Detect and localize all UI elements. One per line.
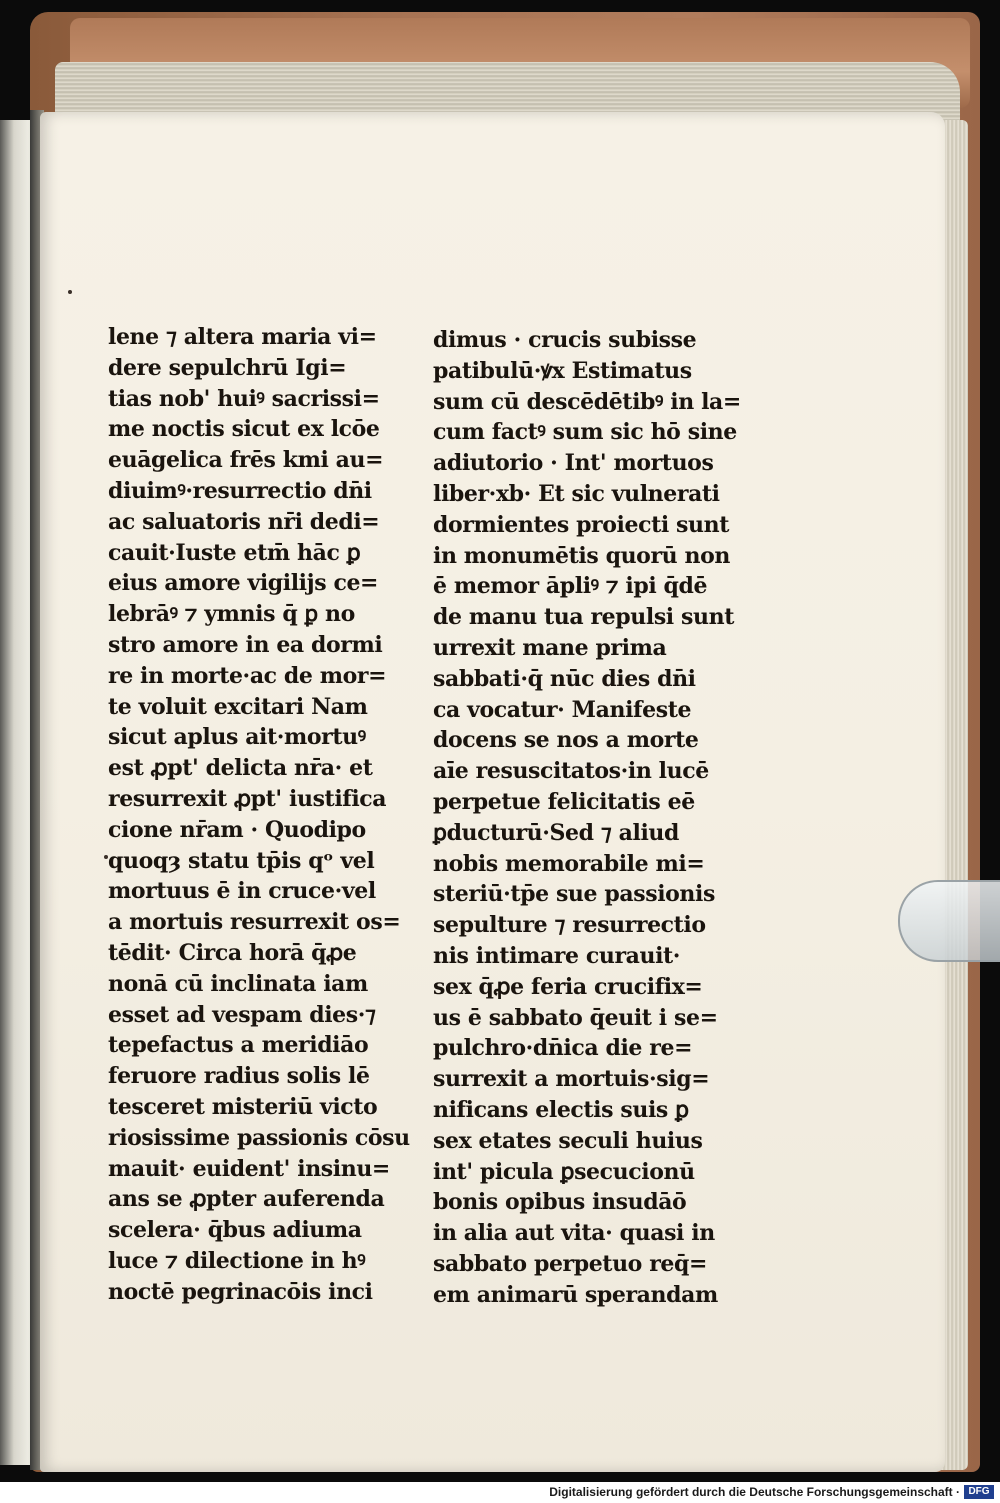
text-line: sum cū descēdētibꝰ in la= xyxy=(433,388,741,415)
text-line: tias nob' huiꝰ sacrissi= xyxy=(108,385,380,412)
text-line: in monumētis quorū non xyxy=(433,542,730,569)
text-line: tēdit· Circa horā q̄ꝓe xyxy=(108,939,357,966)
text-line: de manu tua repulsi sunt xyxy=(433,604,734,631)
text-line: em animarū sperandam xyxy=(433,1281,718,1308)
text-line: sabbati·q̄ nūc dies dn̄i xyxy=(433,665,696,692)
text-line: perpetue felicitatis eē xyxy=(433,788,695,815)
text-line: nobis memorabile mi= xyxy=(433,850,705,877)
text-line: eius amore vigilijs ce= xyxy=(108,570,379,597)
text-line: euāgelica frēs kmi au= xyxy=(108,447,384,474)
text-line: sicut aplus ait·mortuꝰ xyxy=(108,724,366,751)
text-line: cauit·Iuste etm̄ hāc ꝑ xyxy=(108,539,361,566)
text-line: surrexit a mortuis·sig= xyxy=(433,1066,710,1093)
text-line: us ē sabbato q̄euit i se= xyxy=(433,1004,718,1031)
text-line: est ꝓpt' delicta nr̄a· et xyxy=(108,755,373,782)
text-line: dere sepulchrū Igi= xyxy=(108,354,347,381)
text-line: in alia aut vita· quasi in xyxy=(433,1220,715,1247)
text-line: dimus · crucis subisse xyxy=(433,327,697,353)
text-line: cione nr̄am · Quodipo xyxy=(108,816,366,843)
text-line: resurrexit ꝓpt' iustifica xyxy=(108,785,387,812)
text-line: aīe resuscitatos·in lucē xyxy=(433,758,709,785)
text-line: scelera· q̄bus adiuma xyxy=(108,1217,362,1244)
text-line: riosissime passionis cōsu xyxy=(108,1124,410,1151)
footer-bar xyxy=(0,1482,1000,1503)
text-line: ca vocatur· Manifeste xyxy=(433,696,692,723)
text-line: lene ⁊ altera maria vi= xyxy=(108,324,377,350)
text-line: re in morte·ac de mor= xyxy=(108,662,387,689)
text-line: mortuus ē in cruce·vel xyxy=(108,878,376,905)
text-line: patibulū·ꝟx Estimatus xyxy=(433,357,692,384)
text-line: diuimꝰ·resurrectio dn̄i xyxy=(108,477,372,504)
text-line: tesceret misteriū victo xyxy=(108,1093,378,1120)
text-line: dormientes proiecti sunt xyxy=(433,511,729,538)
text-line: ē memor āpliꝰ ⁊ ipi q̄dē xyxy=(433,573,708,600)
text-line: nonā cū inclinata iam xyxy=(108,970,368,997)
text-line: sepulture ⁊ resurrectio xyxy=(433,912,706,939)
left-text-column xyxy=(108,322,408,1308)
text-line: stro amore in ea dormi xyxy=(108,631,383,658)
text-line: noctē pegrinacōis inci xyxy=(108,1278,373,1305)
text-line: sex etates seculi huius xyxy=(433,1127,703,1154)
page-speck xyxy=(68,290,72,294)
text-line: liber·xb· Et sic vulnerati xyxy=(433,480,720,507)
text-line: mauit· euident' insinu= xyxy=(108,1155,390,1182)
text-line: ans se ꝓpter auferenda xyxy=(108,1186,385,1213)
text-line: cum factꝰ sum sic hō sine xyxy=(433,419,737,446)
page-speck xyxy=(104,855,108,859)
glass-page-clip xyxy=(898,880,1000,962)
text-line: bonis opibus insudāō xyxy=(433,1189,687,1216)
text-line: lebrāꝰ ⁊ ymnis q̄ ꝑ no xyxy=(108,601,355,628)
text-line: sabbato perpetuo req̄= xyxy=(433,1250,708,1277)
text-line: sex q̄ꝓe feria crucifix= xyxy=(433,973,703,1000)
text-line: a mortuis resurrexit os= xyxy=(108,909,401,936)
text-line: quoqȝ statu tp̄is qᵒ vel xyxy=(108,847,375,874)
text-line: docens se nos a morte xyxy=(433,727,699,754)
text-line: int' picula ꝑsecucionū xyxy=(433,1158,695,1185)
funding-credit: Digitalisierung gefördert durch die Deutsche Forschungsgemeinschaft · xyxy=(549,1485,960,1499)
text-line: nificans electis suis ꝑ xyxy=(433,1096,689,1123)
text-line: urrexit mane prima xyxy=(433,634,667,661)
text-line: feruore radius solis lē xyxy=(108,1063,370,1090)
text-line: nis intimare curauit· xyxy=(433,942,681,969)
text-line: ac saluatoris nr̄i dedi= xyxy=(108,508,380,535)
dfg-logo: DFG xyxy=(964,1485,994,1499)
text-line: me noctis sicut ex lcōe xyxy=(108,416,380,443)
text-line: esset ad vespam dies·⁊ xyxy=(108,1001,376,1028)
right-text-column xyxy=(433,325,741,1311)
text-line: pulchro·dn̄ica die re= xyxy=(433,1035,693,1062)
text-line: adiutorio · Int' mortuos xyxy=(433,450,714,477)
text-line: ꝑducturū·Sed ⁊ aliud xyxy=(433,819,680,846)
text-line: te voluit excitari Nam xyxy=(108,693,368,720)
text-line: luce ⁊ dilectione in hꝰ xyxy=(108,1247,366,1274)
text-line: tepefactus a meridiāo xyxy=(108,1032,369,1059)
text-line: steriū·tp̄e sue passionis xyxy=(433,881,715,908)
